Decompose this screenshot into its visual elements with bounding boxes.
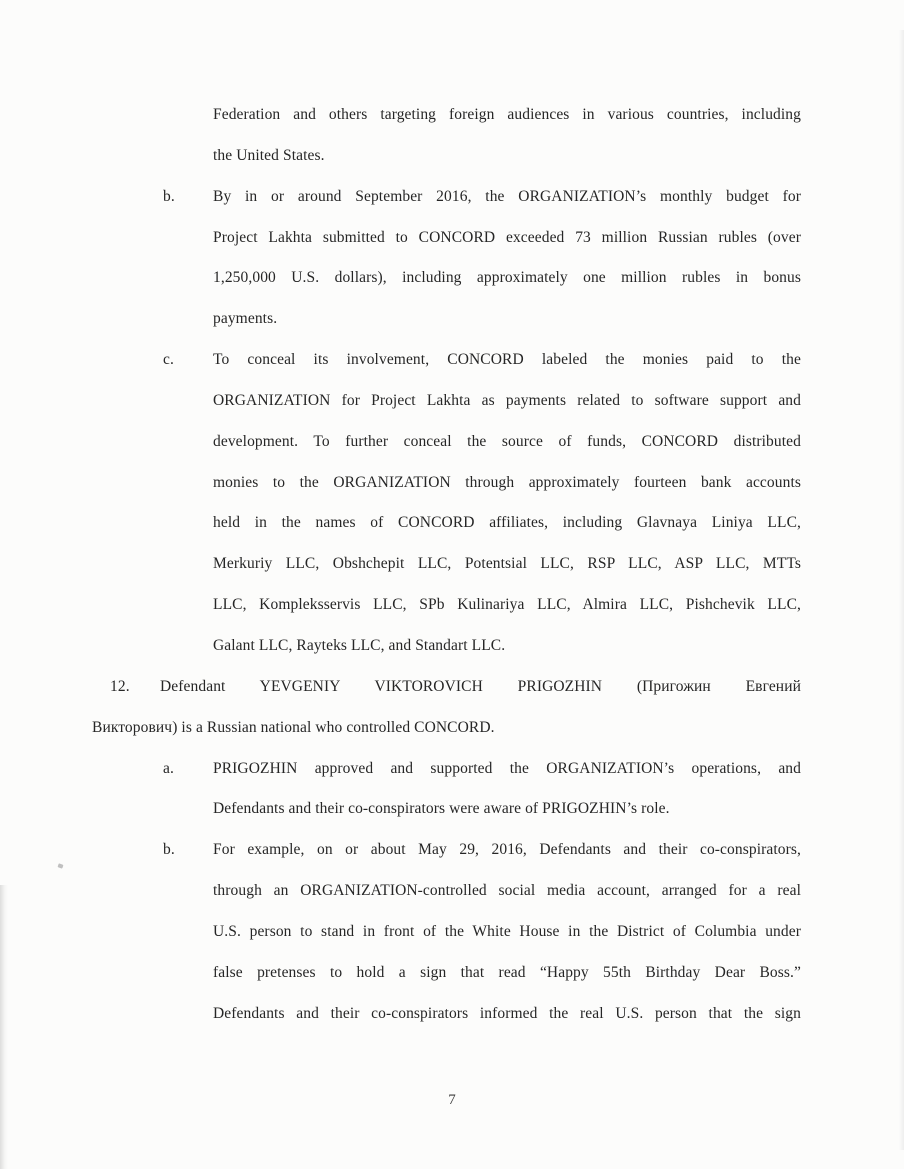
text-line (163, 340, 801, 381)
page-number: 7 (448, 1092, 456, 1108)
sub-paragraph-b2 (92, 830, 801, 1034)
line-text: 1,250,000 U.S. dollars), including approximately one million rubles in bonus (213, 269, 801, 287)
line-text: through an ORGANIZATION-controlled social media account, arranged for a real (213, 882, 801, 900)
list-marker: a. (163, 759, 174, 777)
text-line (213, 503, 801, 544)
text-line (213, 585, 801, 626)
line-text: For example, on or about May 29, 2016, Defendants and their co-conspirators, (213, 841, 801, 859)
text-line (213, 544, 801, 585)
text-line (213, 258, 801, 299)
text-line (213, 299, 801, 340)
scan-artifact-left-edge (0, 885, 8, 1169)
line-text: Project Lakhta submitted to CONCORD exceeded 73 million Russian rubles (over (213, 228, 801, 246)
line-text: Викторович) is a Russian national who controlled CONCORD. (92, 718, 495, 736)
text-line (213, 626, 801, 667)
scan-artifact-right-edge (899, 30, 904, 1150)
list-marker: b. (163, 841, 175, 859)
line-text: false pretenses to hold a sign that read “Happy 55th Birthday Dear Boss.” (213, 963, 801, 981)
line-text: Defendant YEVGENIY VIKTOROVICH PRIGOZHIN (Пригожин Евгений (160, 677, 801, 695)
line-text: Federation and others targeting foreign audiences in various countries, including (213, 106, 801, 123)
text-line (213, 95, 801, 136)
paragraph-12 (92, 667, 801, 749)
line-text: To conceal its involvement, CONCORD labeled the monies paid to the (213, 351, 801, 369)
list-marker: b. (163, 187, 175, 205)
line-text: LLC, Kompleksservis LLC, SPb Kulinariya LLC, Almira LLC, Pishchevik LLC, (213, 596, 801, 614)
line-text: PRIGOZHIN approved and supported the ORGANIZATION’s operations, and (213, 759, 801, 777)
sub-paragraph-continuation (92, 95, 801, 177)
line-text: Galant LLC, Rayteks LLC, and Standart LLC. (213, 636, 506, 654)
text-line (213, 218, 801, 259)
list-marker: c. (163, 351, 174, 369)
sub-paragraph-a (92, 749, 801, 831)
document-body (92, 95, 801, 1034)
text-line (110, 667, 801, 708)
text-line (213, 994, 801, 1035)
paragraph-number: 12. (110, 677, 130, 695)
text-line (213, 422, 801, 463)
line-text: held in the names of CONCORD affiliates, including Glavnaya Liniya LLC, (213, 514, 801, 532)
line-text: By in or around September 2016, the ORGANIZATION’s monthly budget for (213, 187, 801, 205)
text-line (213, 871, 801, 912)
text-line (213, 381, 801, 422)
line-text: Defendants and their co-conspirators informed the real U.S. person that the sign (213, 1004, 801, 1022)
line-text: payments. (213, 310, 278, 328)
line-text: the United States. (213, 146, 325, 164)
text-line (213, 463, 801, 504)
line-text: U.S. person to stand in front of the White House in the District of Columbia under (213, 922, 801, 940)
sub-paragraph-b (92, 177, 801, 340)
scan-artifact-speck (57, 863, 63, 868)
line-text: monies to the ORGANIZATION through approximately fourteen bank accounts (213, 473, 801, 491)
text-line (213, 789, 801, 830)
text-line (163, 830, 801, 871)
text-line (213, 912, 801, 953)
line-text: Defendants and their co-conspirators were aware of PRIGOZHIN’s role. (213, 800, 670, 818)
line-text: development. To further conceal the source of funds, CONCORD distributed (213, 432, 801, 450)
text-line (163, 177, 801, 218)
text-line (92, 708, 801, 749)
text-line (213, 953, 801, 994)
text-line (213, 136, 801, 177)
sub-paragraph-c (92, 340, 801, 667)
line-text: ORGANIZATION for Project Lakhta as payments related to software support and (213, 391, 801, 409)
line-text: Merkuriy LLC, Obshchepit LLC, Potentsial LLC, RSP LLC, ASP LLC, MTTs (213, 555, 801, 573)
text-line (163, 749, 801, 790)
